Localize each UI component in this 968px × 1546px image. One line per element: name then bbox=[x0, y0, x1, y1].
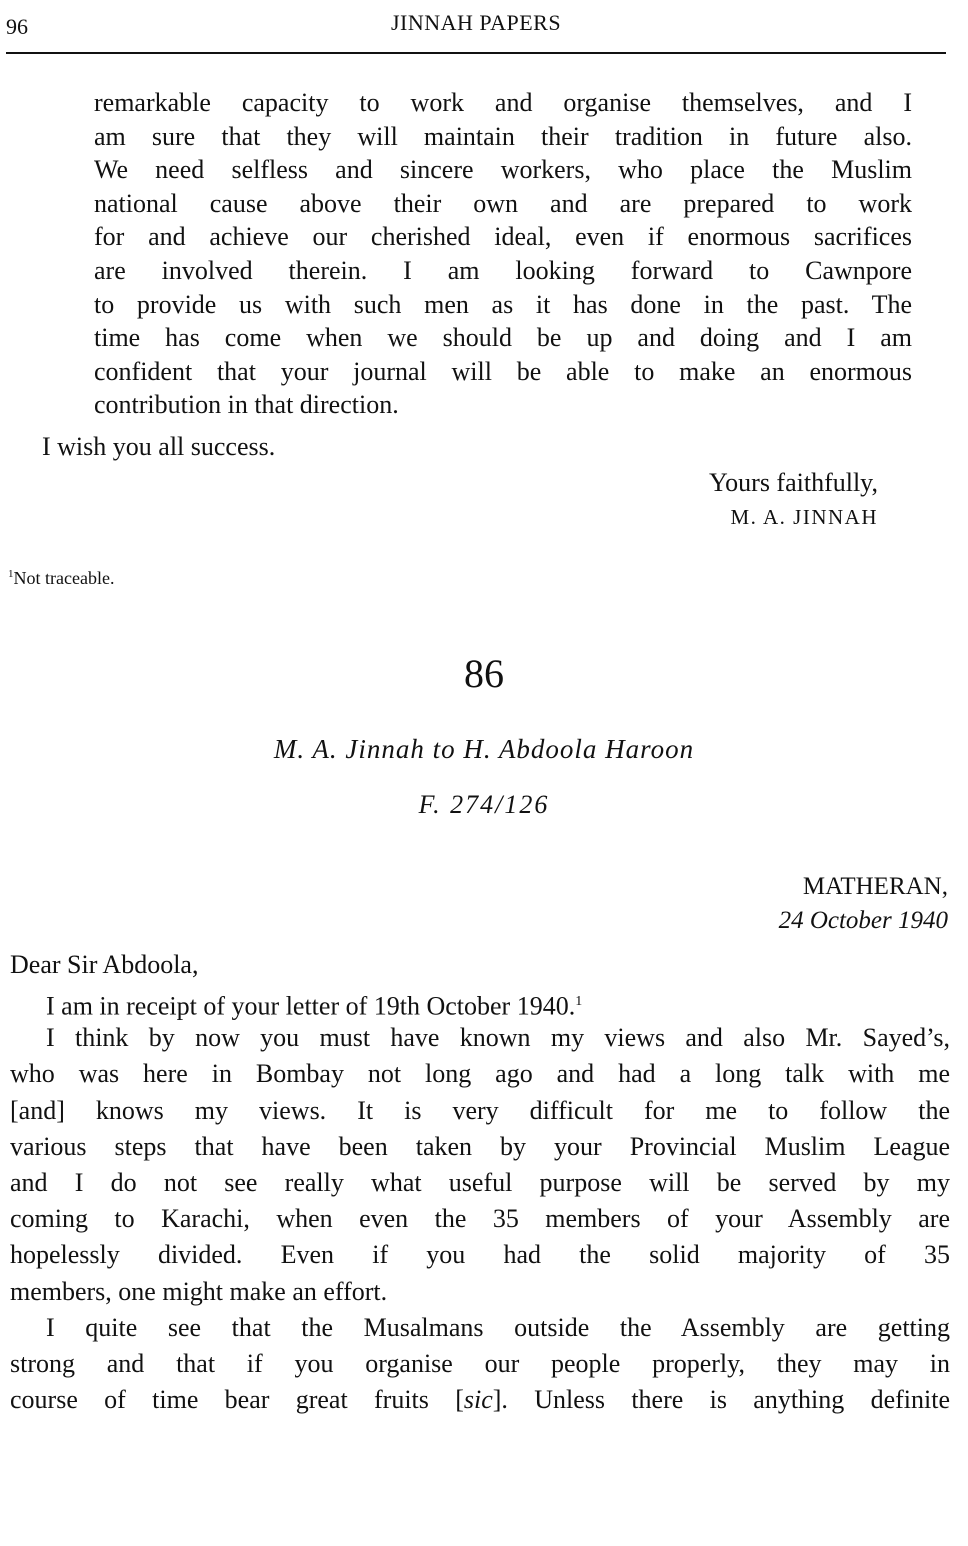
text-line: remarkable capacity to work and organise themselves, and I bbox=[94, 88, 912, 117]
file-reference: F. 274/126 bbox=[418, 790, 550, 819]
valediction: Yours faithfully, bbox=[708, 468, 878, 497]
footnote bbox=[8, 568, 114, 589]
text-line: am sure that they will maintain their tradition in future also. bbox=[94, 121, 912, 151]
text-line: I think by now you must have known my views and also Mr. Sayed’s, bbox=[46, 1023, 950, 1053]
place-date bbox=[779, 870, 948, 938]
text-line: contribution in that direction. bbox=[94, 390, 399, 420]
text-line: time has come when we should be up and doing and I am bbox=[94, 323, 912, 353]
wish-line: I wish you all success. bbox=[42, 432, 276, 461]
text-line: confident that your journal will be able to make an enormous bbox=[94, 356, 912, 386]
footnote-marker: 1 bbox=[575, 994, 583, 1009]
letter-closing bbox=[709, 466, 878, 534]
receipt-text: I am in receipt of your letter of 19th October 1940. bbox=[46, 991, 576, 1021]
text-line: coming to Karachi, when even the 35 members of your Assembly are bbox=[10, 1204, 950, 1234]
page-header bbox=[6, 6, 946, 46]
text-line: [and] knows my views. It is very difficult for me to follow the bbox=[10, 1095, 950, 1125]
text-fragment: course of time bear great fruits [ bbox=[10, 1385, 464, 1415]
document-title: M. A. Jinnah to H. Abdoola Haroon bbox=[273, 734, 695, 764]
text-line: to provide us with such men as it has done in the past. The bbox=[94, 289, 912, 319]
page-number: 96 bbox=[6, 14, 28, 39]
text-line: hopelessly divided. Even if you had the solid majority of 35 bbox=[10, 1240, 950, 1270]
footnote-marker: 1 bbox=[8, 568, 14, 580]
footnote-text: Not traceable. bbox=[13, 568, 115, 588]
text-line: for and achieve our cherished ideal, even if enormous sacrifices bbox=[94, 222, 912, 252]
date: 24 October 1940 bbox=[778, 907, 948, 934]
text-line: various steps that have been taken by your Provincial Muslim League bbox=[10, 1131, 950, 1161]
place: MATHERAN, bbox=[802, 873, 948, 900]
continued-paragraph bbox=[94, 86, 912, 422]
text-fragment: ]. Unless there is anything definite bbox=[492, 1385, 950, 1415]
letter-body bbox=[10, 984, 950, 1418]
header-rule bbox=[6, 52, 946, 54]
sic-annotation: sic bbox=[463, 1385, 493, 1415]
document-number: 86 bbox=[464, 651, 504, 696]
salutation: Dear Sir Abdoola, bbox=[10, 950, 199, 979]
running-head: JINNAH PAPERS bbox=[390, 10, 562, 35]
text-line: We need selfless and sincere workers, who place the Muslim bbox=[94, 155, 912, 185]
text-line: national cause above their own and are prepared to work bbox=[94, 188, 912, 218]
text-line: are involved therein. I am looking forward to Cawnpore bbox=[94, 255, 912, 285]
text-line: and I do not see really what useful purpose will be served by my bbox=[10, 1167, 950, 1197]
text-line bbox=[10, 1382, 950, 1418]
text-line bbox=[10, 984, 950, 1020]
text-line: who was here in Bombay not long ago and had a long talk with me bbox=[10, 1059, 950, 1089]
text-line: members, one might make an effort. bbox=[10, 1276, 388, 1306]
text-line: strong and that if you organise our people properly, they may in bbox=[10, 1348, 950, 1378]
signature: M. A. JINNAH bbox=[730, 505, 878, 529]
text-line: I quite see that the Musalmans outside the Assembly are getting bbox=[46, 1312, 950, 1342]
